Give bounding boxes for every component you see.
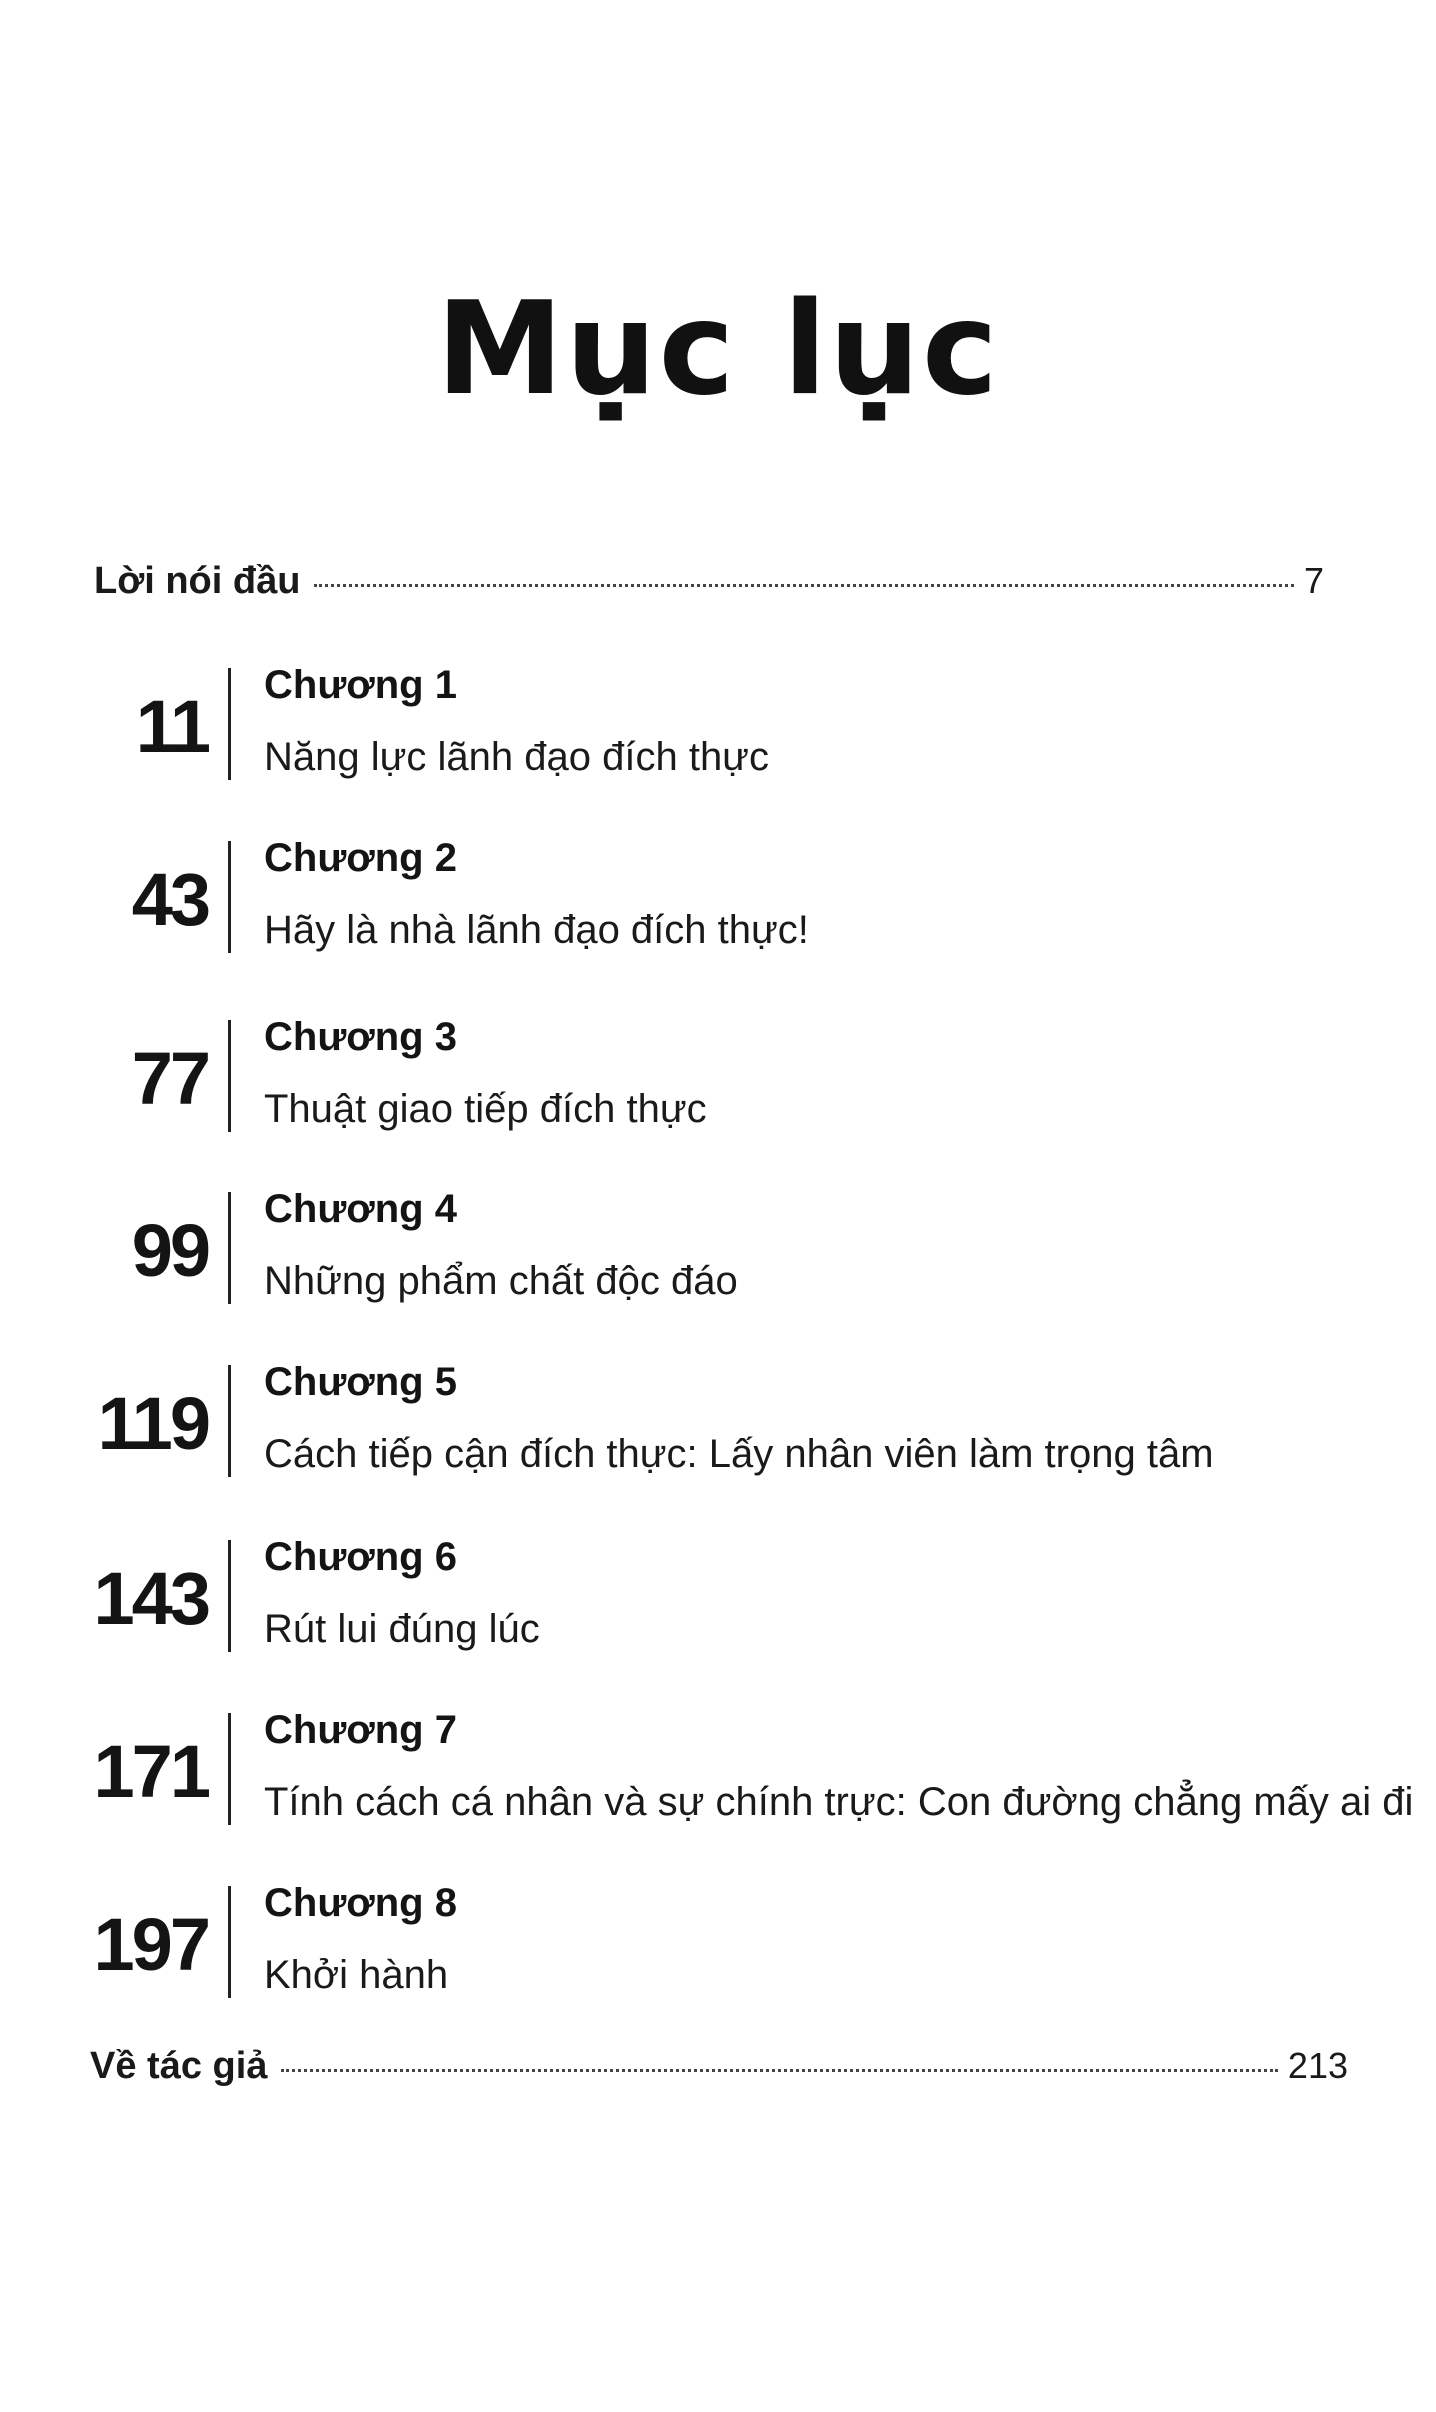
toc-entry-preface[interactable] <box>94 560 1324 603</box>
chapter-page-number: 43 <box>131 858 208 941</box>
chapter-label: Chương 2 <box>264 836 457 880</box>
toc-entry-chapter-3[interactable] <box>0 1012 1436 1142</box>
chapter-label: Chương 4 <box>264 1187 457 1231</box>
chapter-label: Chương 6 <box>264 1535 457 1579</box>
toc-entry-chapter-7[interactable] <box>0 1705 1436 1835</box>
chapter-divider <box>228 1886 231 1998</box>
toc-entry-chapter-6[interactable] <box>0 1532 1436 1662</box>
chapter-page-number: 197 <box>93 1903 208 1986</box>
chapter-label: Chương 1 <box>264 663 457 707</box>
page-title: Mục lục <box>436 275 1000 424</box>
chapter-label: Chương 7 <box>264 1708 457 1752</box>
chapter-page-number: 11 <box>135 685 208 768</box>
toc-entry-chapter-8[interactable] <box>0 1878 1436 2008</box>
toc-entry-chapter-5[interactable] <box>0 1357 1436 1487</box>
about-author-label: Về tác giả <box>90 2045 268 2087</box>
toc-entry-chapter-1[interactable] <box>0 660 1436 790</box>
chapter-title: Cách tiếp cận đích thực: Lấy nhân viên làm trọng tâm <box>264 1432 1214 1476</box>
chapter-title: Rút lui đúng lúc <box>264 1607 540 1651</box>
chapter-title: Những phẩm chất độc đáo <box>264 1259 738 1303</box>
chapter-page-number: 171 <box>93 1730 208 1813</box>
chapter-page-number: 99 <box>131 1209 208 1292</box>
chapter-divider <box>228 1365 231 1477</box>
chapter-title: Hãy là nhà lãnh đạo đích thực! <box>264 908 809 952</box>
toc-entry-chapter-2[interactable] <box>0 833 1436 963</box>
dot-leader <box>281 2069 1278 2072</box>
preface-page-number: 7 <box>1303 560 1324 601</box>
chapter-label: Chương 3 <box>264 1015 457 1059</box>
chapter-title: Thuật giao tiếp đích thực <box>264 1087 707 1131</box>
chapter-label: Chương 5 <box>264 1360 457 1404</box>
preface-label: Lời nói đầu <box>94 560 301 602</box>
chapter-divider <box>228 1192 231 1304</box>
chapter-page-number: 77 <box>131 1037 208 1120</box>
chapter-label: Chương 8 <box>264 1881 457 1925</box>
chapter-divider <box>228 1020 231 1132</box>
chapter-divider <box>228 668 231 780</box>
chapter-divider <box>228 841 231 953</box>
chapter-divider <box>228 1540 231 1652</box>
chapter-title: Khởi hành <box>264 1953 449 1997</box>
about-author-page-number: 213 <box>1287 2045 1348 2086</box>
chapter-page-number: 143 <box>93 1557 208 1640</box>
chapter-divider <box>228 1713 231 1825</box>
toc-entry-chapter-4[interactable] <box>0 1184 1436 1314</box>
chapter-title: Năng lực lãnh đạo đích thực <box>264 735 769 779</box>
chapter-page-number: 119 <box>97 1382 208 1465</box>
toc-entry-about-author[interactable] <box>90 2045 1348 2088</box>
dot-leader <box>314 584 1294 587</box>
chapter-title: Tính cách cá nhân và sự chính trực: Con đường chẳng mấy ai đi <box>264 1780 1414 1824</box>
